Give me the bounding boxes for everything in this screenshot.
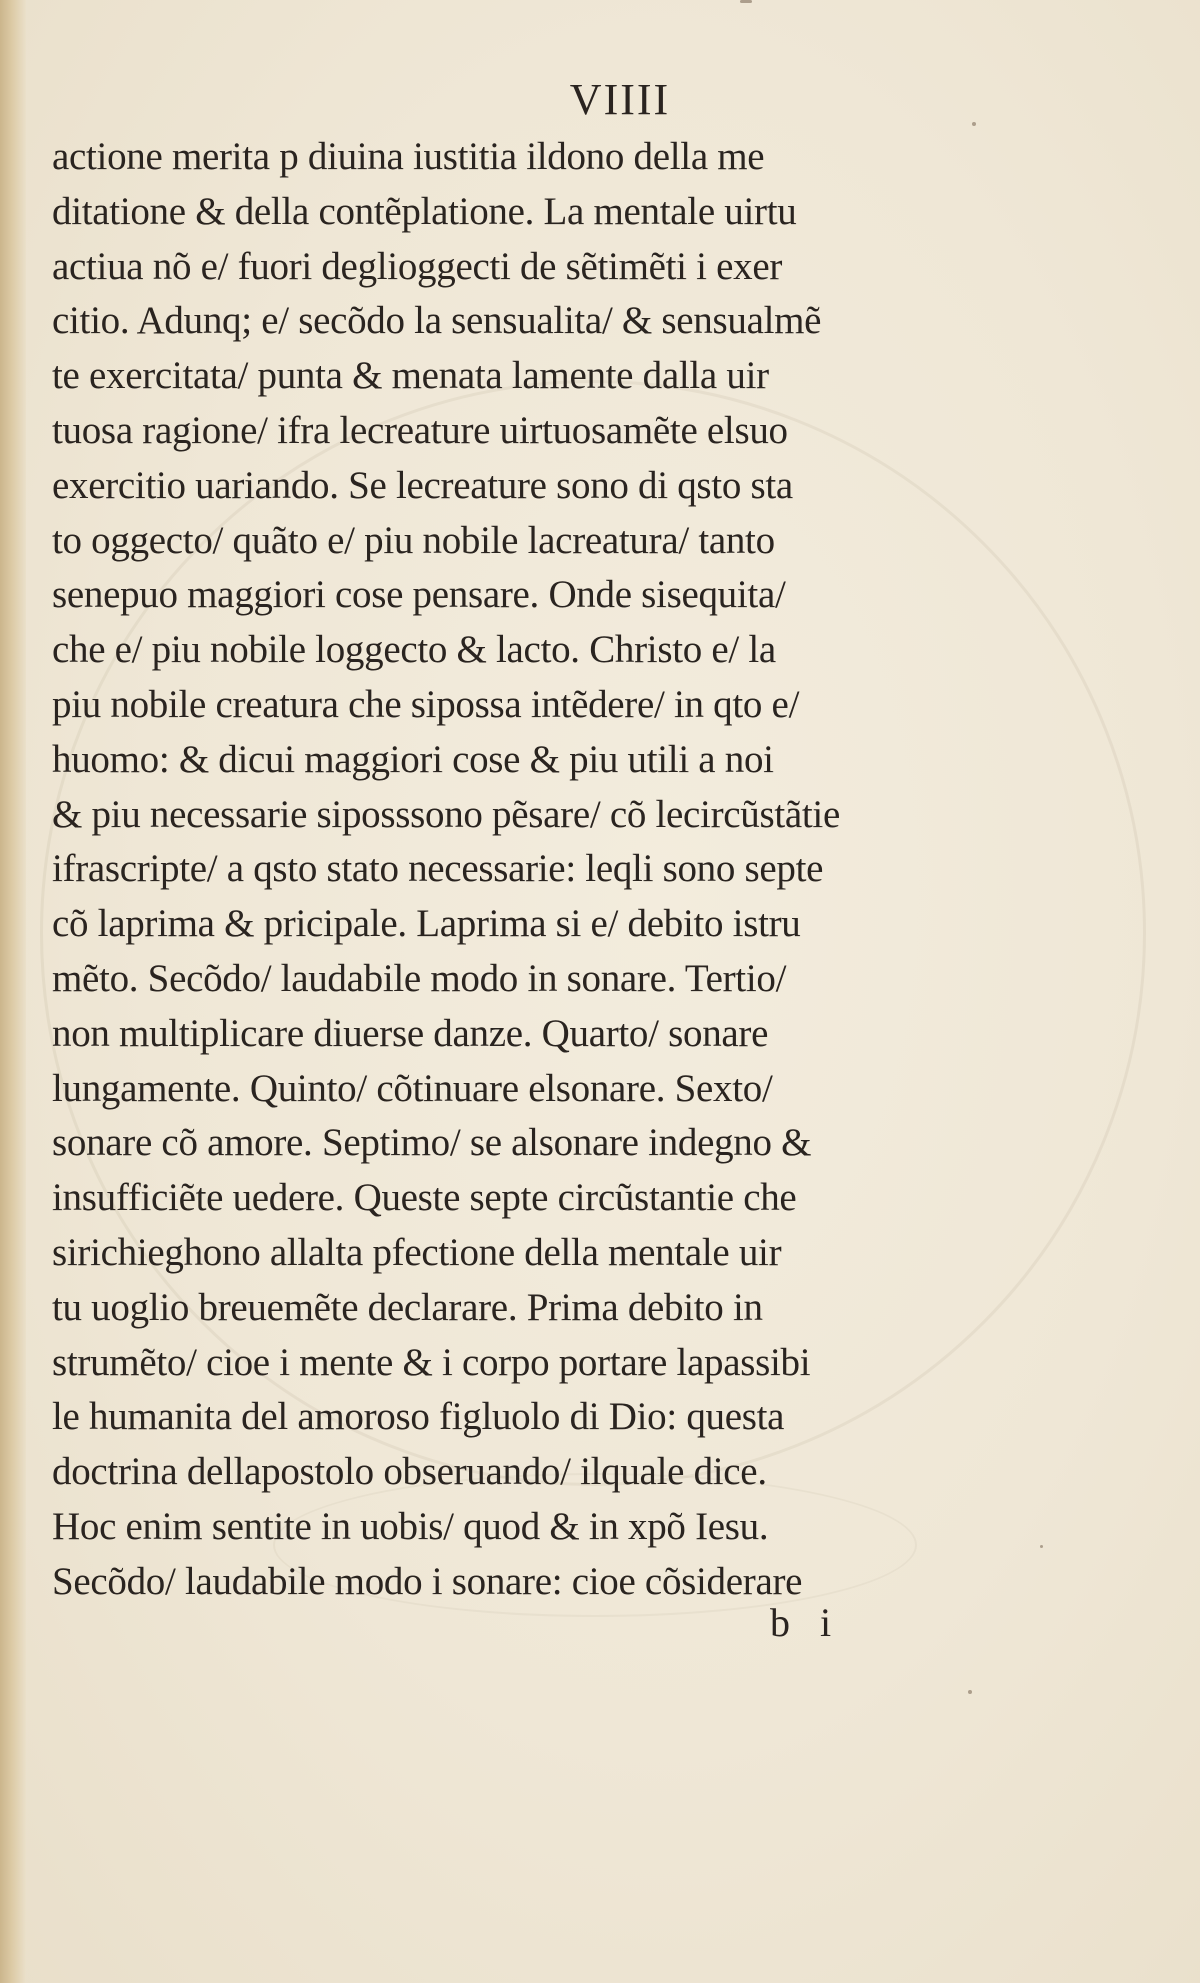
paper-speck: [968, 1690, 972, 1694]
text-line: lungamente. Quinto/ cõtinuare elsonare. Sexto/: [52, 1066, 773, 1110]
text-line: cõ laprima & pricipale. Laprima si e/ debito istru: [52, 902, 801, 946]
text-block: [52, 130, 972, 1603]
page-gutter-edge: [0, 0, 26, 1983]
text-line: insufficiẽte uedere. Queste septe circũstantie che: [52, 1176, 797, 1220]
text-line: huomo: & dicui maggiori cose & piu utili a noi: [52, 737, 774, 781]
text-line: actione merita p diuina iustitia ildono della me: [52, 135, 765, 178]
text-line: actiua nõ e/ fuori deglioggecti de sẽtimẽti i exer: [52, 244, 783, 288]
text-line: to oggecto/ quãto e/ piu nobile lacreatura/ tanto: [52, 518, 775, 562]
text-line: tu uoglio breuemẽte declarare. Prima debito in: [52, 1285, 763, 1329]
text-line: strumẽto/ cioe i mente & i corpo portare lapassibi: [52, 1340, 811, 1384]
paper-speck: [1040, 1545, 1043, 1548]
text-line: Hoc enim sentite in uobis/ quod & in xpõ Iesu.: [52, 1504, 769, 1548]
folio-number-text: VIIII: [569, 75, 671, 124]
text-line: Secõdo/ laudabile modo i sonare: cioe cõsiderare: [52, 1559, 803, 1603]
text-line: sirichieghono allalta pfectione della mentale uir: [52, 1230, 782, 1274]
text-line: tuosa ragione/ ifra lecreature uirtuosamẽte elsuo: [52, 408, 788, 452]
paper-speck: [972, 122, 976, 126]
text-line: non multiplicare diuerse danze. Quarto/ sonare: [52, 1011, 769, 1055]
text-line: le humanita del amoroso figluolo di Dio: questa: [52, 1395, 785, 1439]
paper-speck: [740, 0, 752, 3]
text-line: exercitio uariando. Se lecreature sono di qsto sta: [52, 463, 793, 507]
signature-mark: b i: [770, 1600, 842, 1645]
text-line: che e/ piu nobile loggecto & lacto. Christo e/ la: [52, 628, 776, 672]
text-line: ifrascripte/ a qsto stato necessarie: leqli sono septe: [52, 847, 824, 891]
folio-number: [0, 70, 1200, 130]
text-line: piu nobile creatura che sipossa intẽdere/ in qto e/: [52, 682, 800, 726]
text-line: sonare cõ amore. Septimo/ se alsonare indegno &: [52, 1121, 812, 1165]
text-line: ditatione & della contẽplatione. La mentale uirtu: [52, 189, 797, 233]
text-line: citio. Adunq; e/ secõdo la sensualita/ & sensualmẽ: [52, 299, 822, 343]
text-line: mẽto. Secõdo/ laudabile modo in sonare. Tertio/: [52, 956, 787, 1000]
text-line: te exercitata/ punta & menata lamente dalla uir: [52, 354, 769, 398]
text-line: senepuo maggiori cose pensare. Onde sisequita/: [52, 573, 786, 617]
text-line: doctrina dellapostolo obseruando/ ilquale dice.: [52, 1450, 767, 1494]
text-line: & piu necessarie siposssono pẽsare/ cõ lecircũstãtie: [52, 792, 840, 836]
